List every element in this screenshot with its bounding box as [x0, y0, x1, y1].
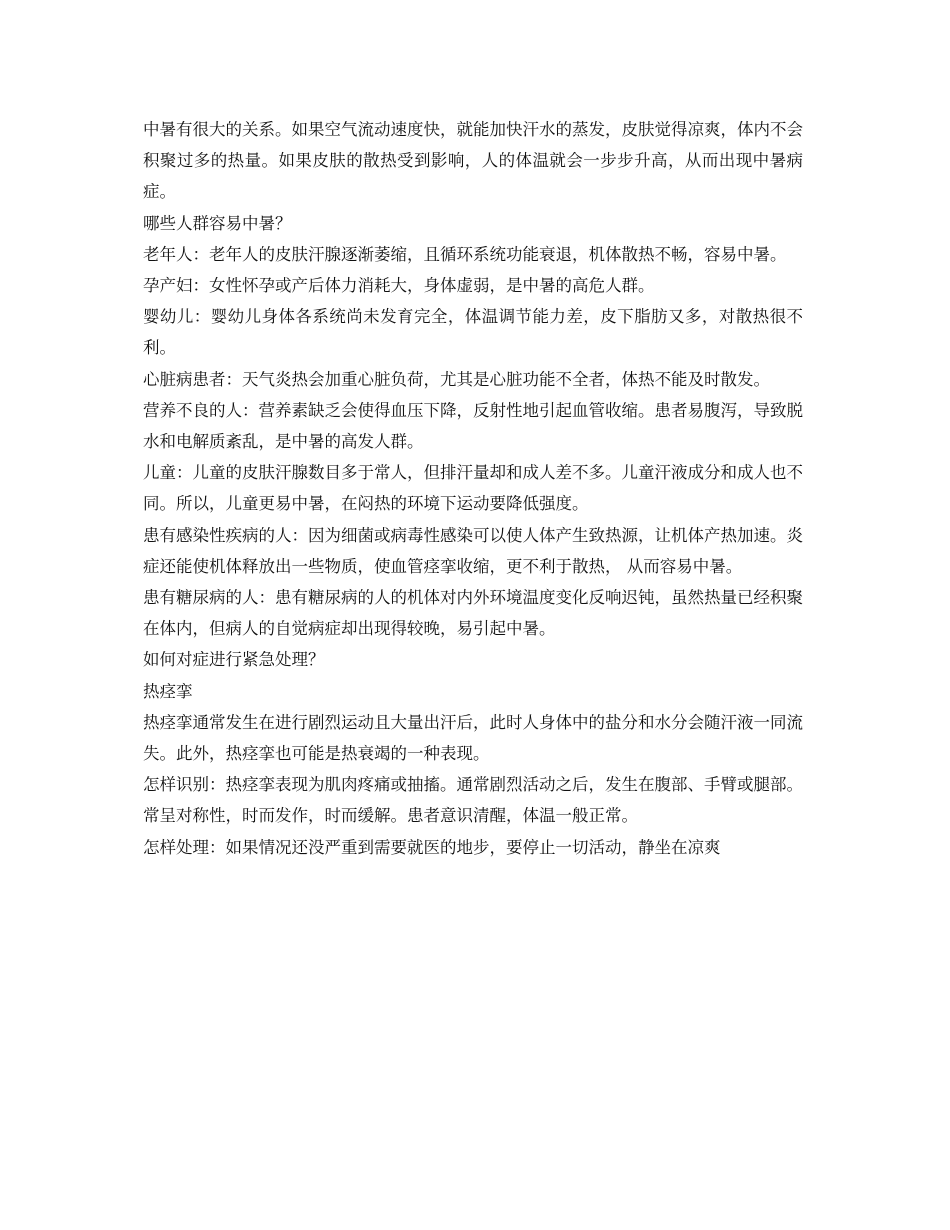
paragraph-pregnant-women: 孕产妇：女性怀孕或产后体力消耗大，身体虚弱，是中暑的高危人群。: [143, 276, 655, 296]
heading-emergency-treatment: 如何对症进行紧急处理？: [143, 650, 325, 670]
paragraph-heart-patients: 心脏病患者：天气炎热会加重心脏负荷，尤其是心脏功能不全者，体热不能及时散发。: [143, 369, 770, 389]
paragraph-elderly: 老年人：老年人的皮肤汗腺逐渐萎缩，且循环系统功能衰退，机体散热不畅，容易中暑。: [143, 244, 787, 264]
paragraph-children: 儿童：儿童的皮肤汗腺数目多于常人，但排汗量却和成人差不多。儿童汗液成分和成人也不同。所以，儿童更易中暑，在闷热的环境下运动要降低强度。: [143, 463, 803, 514]
document-body: [143, 114, 803, 863]
paragraph-heat-cramps-identification: 怎样识别：热痉挛表现为肌肉疼痛或抽搐。通常剧烈活动之后，发生在腹部、手臂或腿部。常呈对称性，时而发作，时而缓解。患者意识清醒，体温一般正常。: [143, 775, 803, 826]
paragraph-infection-patients: 患有感染性疾病的人：因为细菌或病毒性感染可以使人体产生致热源，让机体产热加速。炎症还能使机体释放出一些物质，使血管痉挛收缩，更不利于散热， 从而容易中暑。: [143, 525, 803, 576]
paragraph-infants: 婴幼儿：婴幼儿身体各系统尚未发育完全，体温调节能力差，皮下脂肪又多，对散热很不利。: [143, 307, 803, 358]
paragraph-heat-cramps-treatment: 怎样处理：如果情况还没严重到需要就医的地步，要停止一切活动，静坐在凉爽: [143, 837, 721, 857]
paragraph-malnourished: 营养不良的人：营养素缺乏会使得血压下降，反射性地引起血管收缩。患者易腹泻，导致脱水和电解质紊乱，是中暑的高发人群。: [143, 400, 803, 452]
paragraph-diabetes-patients: 患有糖尿病的人：患有糖尿病的人的机体对内外环境温度变化反响迟钝，虽然热量已经积聚在体内，但病人的自觉病症却出现得较晚，易引起中暑。: [143, 588, 803, 639]
paragraph-heat-cramps-description: 热痉挛通常发生在进行剧烈运动且大量出汗后，此时人身体中的盐分和水分会随汗液一同流失。此外，热痉挛也可能是热衰竭的一种表现。: [143, 712, 803, 764]
paragraph-ventilation-continued: 中暑有很大的关系。如果空气流动速度快，就能加快汗水的蒸发，皮肤觉得凉爽，体内不会积聚过多的热量。如果皮肤的散热受到影响，人的体温就会一步步升高，从而出现中暑病症。: [143, 120, 803, 202]
heading-who-is-at-risk: 哪些人群容易中暑？: [143, 213, 292, 233]
heading-heat-cramps: 热痉挛: [143, 681, 193, 701]
